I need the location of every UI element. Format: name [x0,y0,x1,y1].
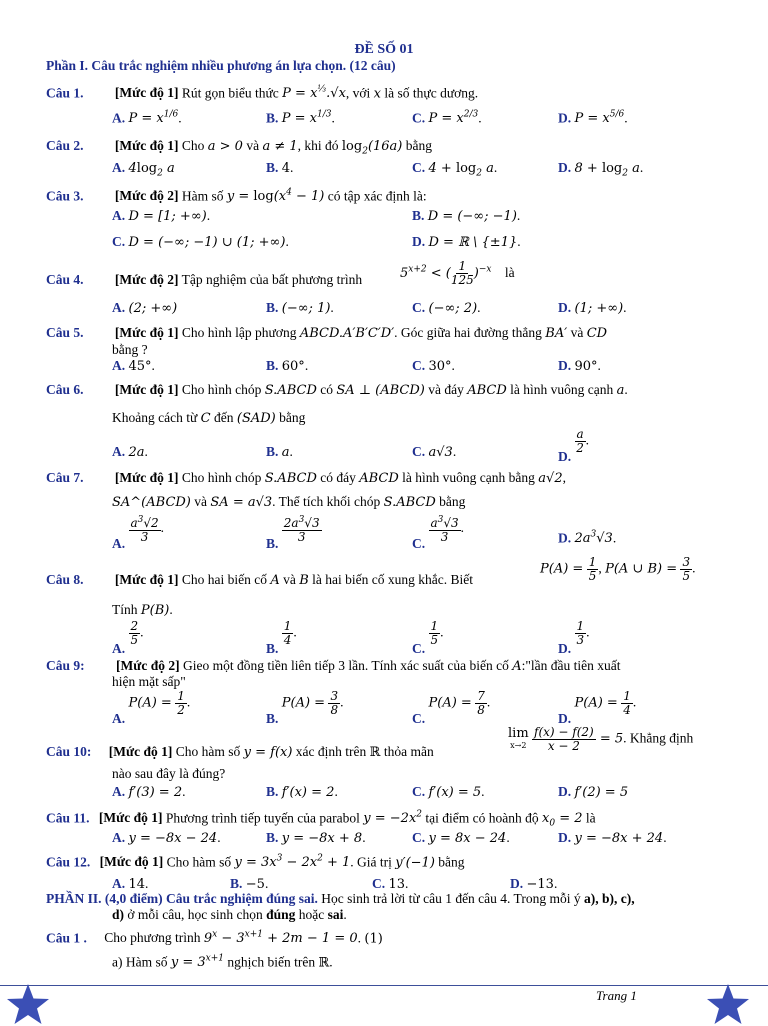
q4-option-b[interactable]: B. (−∞; 1). [266,300,334,316]
part-2-question-1: Câu 1 . Cho phương trình $9^x - 3^{x+1} + 2m - 1 = 0$. (1) [46,930,383,947]
q1-option-d[interactable]: D. $P = x^{5/6}$. [558,110,628,127]
q6-option-d[interactable]: D. $\frac{a}{2}$ . [558,427,590,464]
q10-option-c[interactable]: C. f′(x) = 5. [412,784,485,800]
part-2-q1-item-a: a) Hàm số $y = 3^{x+1}$ nghịch biến trên ℝ. [112,954,333,971]
q11-option-b[interactable]: B. y = −8x + 8. [266,830,366,846]
q12-option-a[interactable]: A. 14. [112,876,149,892]
q8-option-b[interactable]: B. $\frac{1}{4}$ . [266,619,297,656]
part-2-heading: PHẦN II. (4,0 điểm) Câu trắc nghiệm đúng sai. Học sinh trả lời từ câu 1 đến câu 4. Trong mỗi ý a), b), c), [46,891,635,906]
q10-line2: nào sau đây là đúng? [112,766,226,781]
q3-option-b[interactable]: B. D = (−∞; −1). [412,208,521,224]
q9-option-d[interactable]: D. P(A) = $\frac{1}{4}$ . [558,689,637,726]
question-3: Câu 3. [Mức độ 2] Hàm số $y = \log(x^4 - 1)$ có tập xác định là: [46,188,427,205]
q8-option-a[interactable]: A. $\frac{2}{5}$ . [112,619,144,656]
question-8: Câu 8. [Mức độ 1] Cho hai biến cố A và B là hai biến cố xung khắc. Biết [46,572,473,588]
q5-option-d[interactable]: D. 90°. [558,358,601,374]
q7-option-b[interactable]: B. $\frac{2a^3√3}{3}$ [266,515,320,552]
q8-option-c[interactable]: C. $\frac{1}{5}$ . [412,619,444,656]
q2-option-a[interactable]: A. $4\log_2$ a [112,160,175,179]
q5-option-b[interactable]: B. 60°. [266,358,309,374]
q3-option-d[interactable]: D. D = ℝ \ {±1}. [412,234,521,250]
q9-option-a[interactable]: A. P(A) = $\frac{1}{2}$ . [112,689,191,726]
footer-divider [0,985,768,986]
q1-option-c[interactable]: C. $P = x^{2/3}$. [412,110,482,127]
q10-option-b[interactable]: B. f′(x) = 2. [266,784,338,800]
question-11: Câu 11. [Mức độ 1] Phương trình tiếp tuyến của parabol $y = -2x^2$ tại điểm có hoành độ $x_0 = 2$ là [46,810,596,829]
q10-option-d[interactable]: D. f′(2) = 5 [558,784,629,800]
q6-option-c[interactable]: C. a√3. [412,444,457,460]
q8-option-d[interactable]: D. $\frac{1}{3}$ . [558,619,590,656]
question-9: Câu 9: [Mức độ 2] Gieo một đồng tiền liên tiếp 3 lần. Tính xác suất của biến cố A:"lần đầu tiên xuất [46,658,621,674]
q10-option-a[interactable]: A. f′(3) = 2. [112,784,186,800]
q1-option-a[interactable]: A. $P = x^{1/6}$. [112,110,182,127]
q4-inequality: $5^{x+2}$ < ( $\frac{1}{125}$ )$^{-x}$ là [400,259,515,287]
q4-option-d[interactable]: D. (1; +∞). [558,300,627,316]
q12-option-b[interactable]: B. −5. [230,876,269,892]
q5-line2: bằng ? [112,342,148,357]
q8-line2: Tính P(B). [112,602,173,618]
q7-option-d[interactable]: D. $2a^3√3$. [558,530,617,547]
q7-option-a[interactable]: A. $\frac{a^3√2}{3}$ . [112,515,165,552]
q3-option-a[interactable]: A. D = [1; +∞). [112,208,211,224]
q2-option-c[interactable]: C. $4 + \log_2 a$. [412,160,498,179]
q5-option-a[interactable]: A. 45°. [112,358,155,374]
q2-option-b[interactable]: B. 4. [266,160,294,176]
q4-option-c[interactable]: C. (−∞; 2). [412,300,481,316]
q5-option-c[interactable]: C. 30°. [412,358,455,374]
question-4: Câu 4. [Mức độ 2] Tập nghiệm của bất phương trình [46,272,363,287]
q11-option-a[interactable]: A. y = −8x − 24. [112,830,221,846]
q6-option-b[interactable]: B. a. [266,444,293,460]
q8-given: P(A) = $\frac{1}{5}$ , P(A ∪ B) = $\frac{3}{5}$ . [540,555,696,583]
q1-option-b[interactable]: B. $P = x^{1/3}$. [266,110,335,127]
question-7: Câu 7. [Mức độ 1] Cho hình chóp S.ABCD có đáy ABCD là hình vuông cạnh bằng a√2, [46,470,566,486]
question-2: Câu 2. [Mức độ 1] Cho a > 0 và a ≠ 1, khi đó $\log_2(16a)$ bằng [46,138,432,157]
question-5: Câu 5. [Mức độ 1] Cho hình lập phương ABCD.A′B′C′D′. Góc giữa hai đường thẳng BA′ và CD [46,325,608,341]
q10-limit: lim x→2 $\frac{f(x) - f(2)}{x - 2}$ = 5. Khẳng định [508,725,694,753]
question-12: Câu 12. [Mức độ 1] Cho hàm số $y = 3x^3 - 2x^2 + 1$. Giá trị y′(−1) bằng [46,854,465,871]
q4-option-a[interactable]: A. (2; +∞) [112,300,178,316]
q9-option-b[interactable]: B. P(A) = $\frac{3}{8}$ . [266,689,344,726]
exam-title: ĐỀ SỐ 01 [354,42,414,57]
q3-option-c[interactable]: C. D = (−∞; −1) ∪ (1; +∞). [112,234,289,250]
q7-line2: SA^(ABCD) và SA = a√3. Thể tích khối chóp S.ABCD bằng [112,494,466,510]
page-number: Trang 1 [596,988,637,1003]
q11-option-d[interactable]: D. y = −8x + 24. [558,830,667,846]
q12-option-d[interactable]: D. −13. [510,876,558,892]
part-1-heading: Phần I. Câu trắc nghiệm nhiều phương án lựa chọn. (12 câu) [46,58,396,73]
q6-line2: Khoảng cách từ C đến (SAD) bằng [112,410,306,426]
question-6: Câu 6. [Mức độ 1] Cho hình chóp S.ABCD có SA ⊥ (ABCD) và đáy ABCD là hình vuông cạnh a. [46,382,628,398]
star-right-icon [704,982,752,1026]
question-10: Câu 10: [Mức độ 1] Cho hàm số y = f(x) xác định trên ℝ thỏa mãn [46,744,434,760]
q12-option-c[interactable]: C. 13. [372,876,409,892]
q9-option-c[interactable]: C. P(A) = $\frac{7}{8}$ . [412,689,491,726]
q11-option-c[interactable]: C. y = 8x − 24. [412,830,510,846]
star-left-icon [4,982,52,1026]
q7-option-c[interactable]: C. $\frac{a^3√3}{3}$ . [412,515,465,552]
q2-option-d[interactable]: D. $8 + \log_2 a$. [558,160,644,179]
part-2-line2: d) ở mỗi câu, học sinh chọn đúng hoặc sai. [112,907,347,922]
question-1: Câu 1. [Mức độ 1] Rút gọn biểu thức $P = x^{\frac{1}{3}}.√x$, với x là số thực dương. [46,85,479,102]
q6-option-a[interactable]: A. 2a. [112,444,148,460]
q9-line2: hiện mặt sấp" [112,674,186,689]
